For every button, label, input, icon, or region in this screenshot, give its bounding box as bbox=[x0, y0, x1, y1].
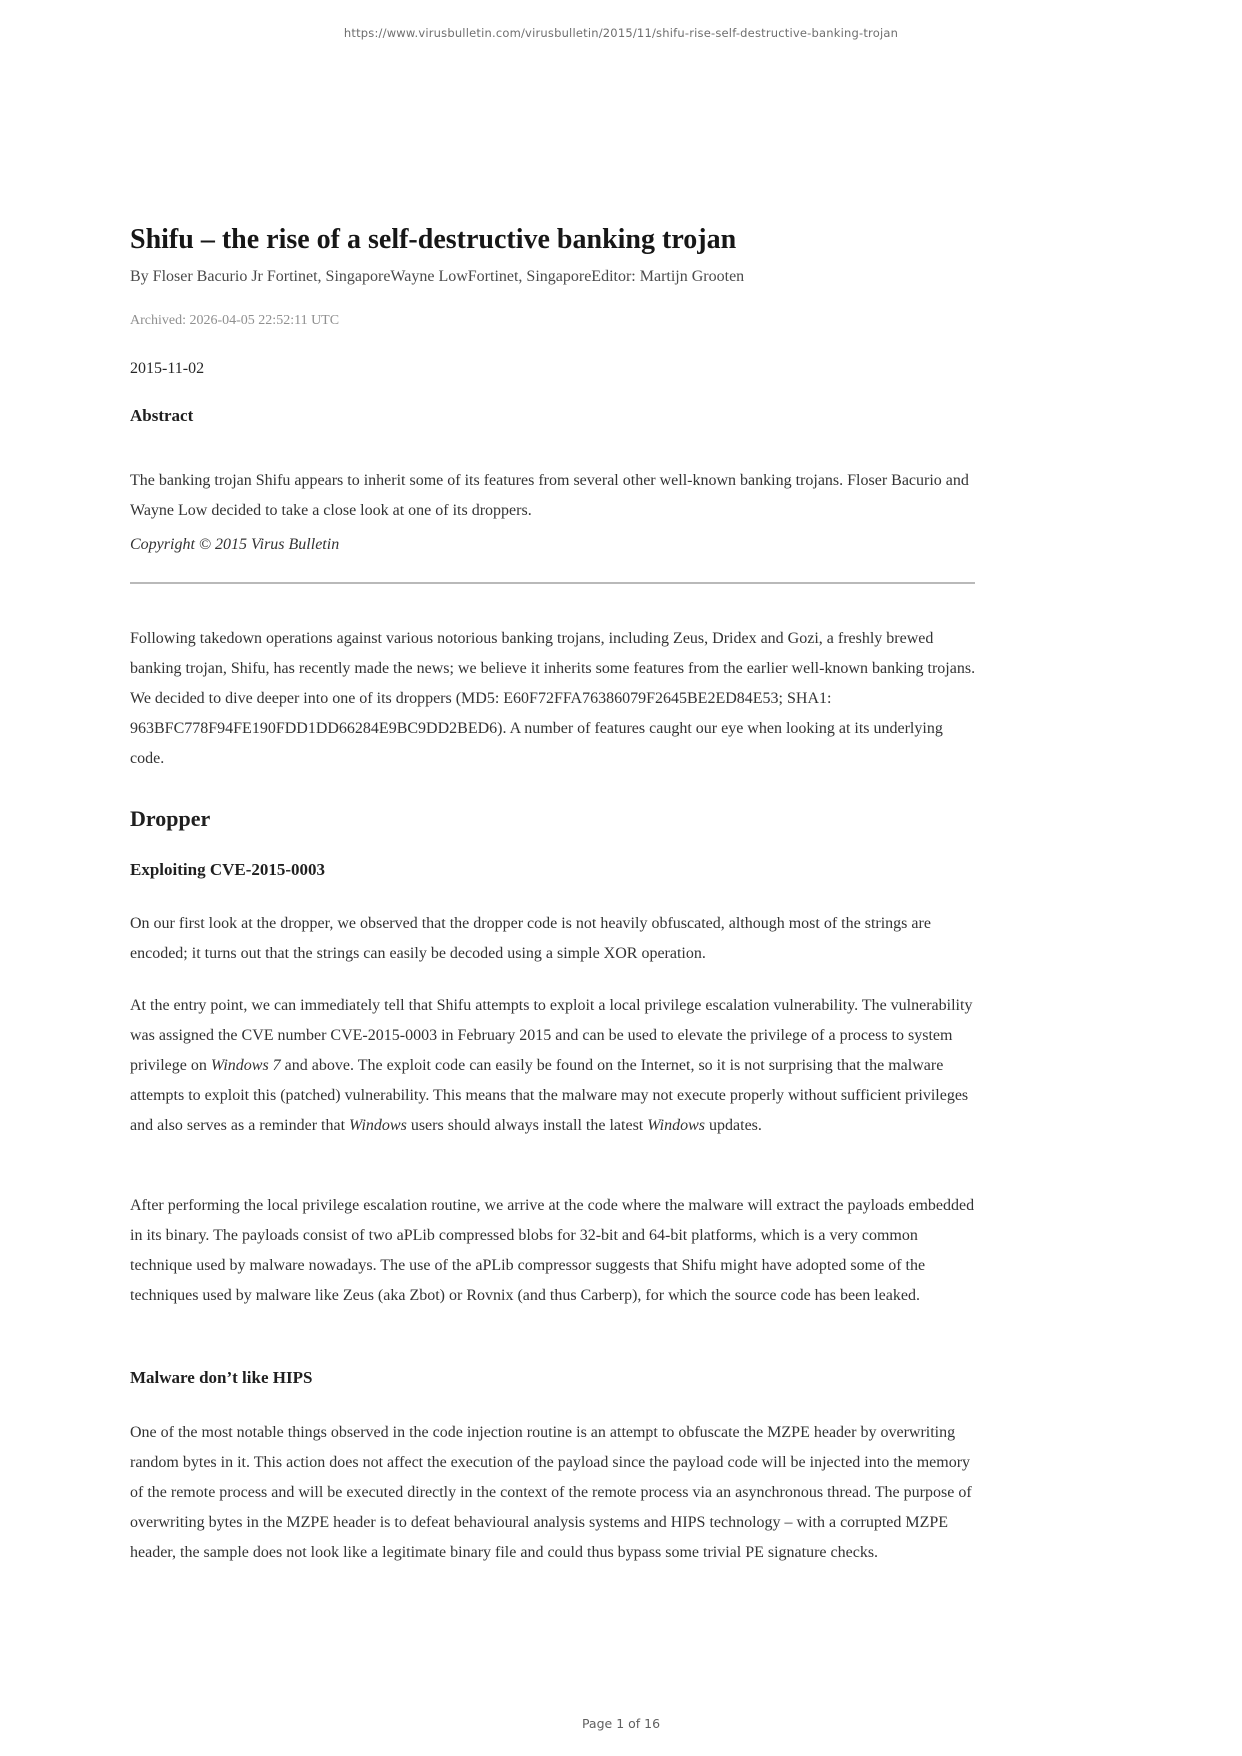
mzpe-paragraph: One of the most notable things observed in the code injection routine is an attempt to obfuscate the MZPE header by overwriting random bytes in it. This action does not affect the execution of the payload since the payload code will be injected into the memory of the remote process and will be executed directly in the context of the remote process via an asynchronous thread. The purpose of overwriting bytes in the MZPE header is to defeat behavioural analysis systems and HIPS technology – with a corrupted MZPE header, the sample does not look like a legitimate binary file and could thus bypass some trivial PE signature checks. bbox=[130, 1424, 972, 1561]
entry-point-paragraph: At the entry point, we can immediately tell that Shifu attempts to exploit a local privilege escalation vulnerability. The vulnerability was assigned the CVE number CVE-2015-0003 in February 2015 and can be used to elevate the privilege of a process to system privilege on Windows 7 and above. The exploit code can easily be found on the Internet, so it is not surprising that the malware attempts to exploit this (patched) vulnerability. This means that the malware may not execute properly without sufficient privileges and also serves as a reminder that Windows users should always install the latest Windows updates. bbox=[130, 997, 973, 1134]
hips-subheading: Malware don’t like HIPS bbox=[130, 1368, 313, 1387]
abstract-paragraph: The banking trojan Shifu appears to inherit some of its features from several other well-known banking trojans. Floser Bacurio and Wayne Low decided to take a close look at one of its droppers. bbox=[130, 472, 969, 519]
after-performing-paragraph: After performing the local privilege escalation routine, we arrive at the code where the malware will extract the payloads embedded in its binary. The payloads consist of two aPLib compressed blobs for 32-bit and 64-bit platforms, which is a very common technique used by malware nowadays. The use of the aPLib compressor suggests that Shifu might have adopted some of the techniques used by malware like Zeus (aka Zbot) or Rovnix (and thus Carberp), for which the source code has been leaked. bbox=[130, 1197, 975, 1304]
publication-date: 2015-11-02 bbox=[130, 360, 205, 377]
exploiting-cve-subheading: Exploiting CVE-2015-0003 bbox=[130, 860, 326, 879]
intro-paragraph: Following takedown operations against various notorious banking trojans, including Zeus, Dridex and Gozi, a freshly brewed banking trojan, Shifu, has recently made the news; we believe it inherits some features from the earlier well-known banking trojans. We decided to dive deeper into one of its droppers (MD5: E60F72FFA76386079F2645BE2ED84E53; SHA1: 963BFC778F94FE190FDD1DD66284E9BC9DD2BED6). A number of features caught our eye when looking at its underlying code. bbox=[130, 630, 976, 767]
archived-timestamp: Archived: 2026-04-05 22:52:11 UTC bbox=[130, 313, 340, 328]
article-title: Shifu – the rise of a self-destructive banking trojan bbox=[130, 223, 737, 255]
abstract-heading: Abstract bbox=[130, 406, 194, 425]
dropper-section-heading: Dropper bbox=[130, 806, 211, 832]
first-look-paragraph: On our first look at the dropper, we observed that the dropper code is not heavily obfuscated, although most of the strings are encoded; it turns out that the strings can easily be decoded using a simple XOR operation. bbox=[130, 915, 931, 962]
article-byline: By Floser Bacurio Jr Fortinet, SingaporeWayne LowFortinet, SingaporeEditor: Martijn Grooten bbox=[130, 268, 745, 285]
section-divider bbox=[130, 582, 975, 584]
print-header-url: https://www.virusbulletin.com/virusbulletin/2015/11/shifu-rise-self-destructive-banking-trojan bbox=[343, 26, 899, 40]
page-number-footer: Page 1 of 16 bbox=[581, 1716, 661, 1731]
copyright-notice: Copyright © 2015 Virus Bulletin bbox=[130, 536, 340, 553]
